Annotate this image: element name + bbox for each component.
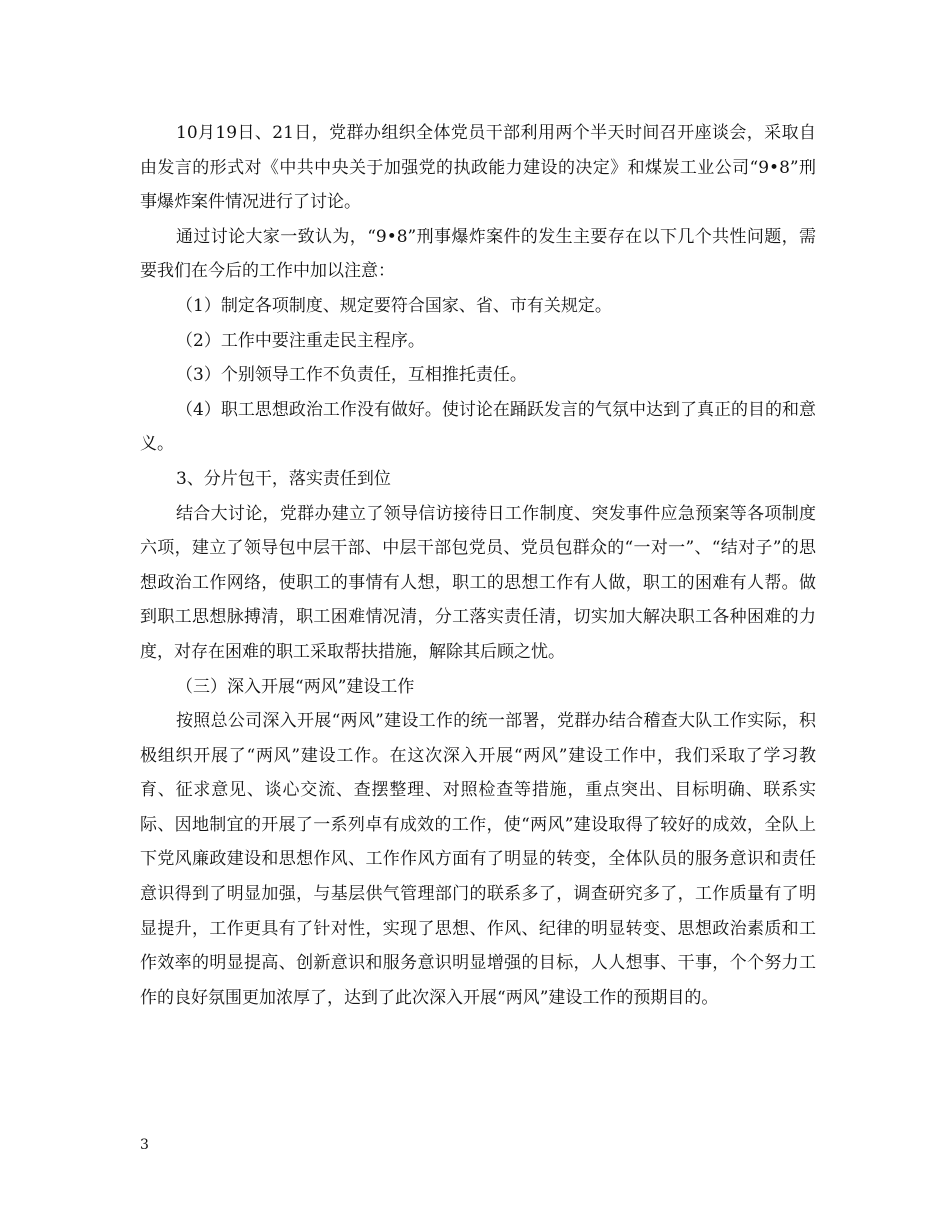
paragraph-two-styles: 按照总公司深入开展“两风”建设工作的统一部署，党群办结合稽查大队工作实际，积极组织开展了“两风”建设工作。在这次深入开展“两风”建设工作中，我们采取了学习教育、征求意见、谈心交流、查摆整理、对照检查等措施，重点突出、目标明确、联系实际、因地制宜的开展了一系列卓有成效的工作，使“两风”建设取得了较好的成效，全队上下党风廉政建设和思想作风、工作作风方面有了明显的转变，全体队员的服务意识和责任意识得到了明显加强，与基层供气管理部门的联系多了，调查研究多了，工作质量有了明显提升，工作更具有了针对性，实现了思想、作风、纪律的明显转变、思想政治素质和工作效率的明显提高、创新意识和服务意识明显增强的目标，人人想事、干事，个个努力工作的良好氛围更加浓厚了，达到了此次深入开展“两风”建设工作的预期目的。: [140, 711, 816, 1008]
list-item-4: （4）职工思想政治工作没有做好。使讨论在踊跃发言的气氛中达到了真正的目的和意义。: [140, 399, 816, 455]
document-body: [140, 116, 816, 1015]
section-heading-3: 3、分片包干，落实责任到位: [176, 468, 391, 489]
section-heading-three: （三）深入开展“两风”建设工作: [176, 676, 415, 697]
list-item-1: （1）制定各项制度、规定要符合国家、省、市有关规定。: [176, 295, 612, 316]
paragraph-discussion-conclusion: 通过讨论大家一致认为，“9•8”刑事爆炸案件的发生主要存在以下几个共性问题，需要我们在今后的工作中加以注意：: [140, 226, 816, 282]
page-number: 3: [140, 1137, 149, 1153]
list-item-3: （3）个别领导工作不负责任，互相推托责任。: [176, 365, 527, 386]
paragraph-responsibility: 结合大讨论，党群办建立了领导信访接待日工作制度、突发事件应急预案等各项制度六项，建立了领导包中层干部、中层干部包党员、党员包群众的“一对一”、“结对子”的思想政治工作网络，使职工的事情有人想，职工的思想工作有人做，职工的困难有人帮。做到职工思想脉搏清，职工困难情况清，分工落实责任清，切实加大解决职工各种困难的力度，对存在困难的职工采取帮扶措施，解除其后顾之忧。: [140, 503, 816, 662]
paragraph-meeting: 10月19日、21日，党群办组织全体党员干部利用两个半天时间召开座谈会，采取自由发言的形式对《中共中央关于加强党的执政能力建设的决定》和煤炭工业公司“9•8”刑事爆炸案件情况进行了讨论。: [140, 123, 816, 213]
list-item-2: （2）工作中要注重走民主程序。: [176, 330, 425, 351]
